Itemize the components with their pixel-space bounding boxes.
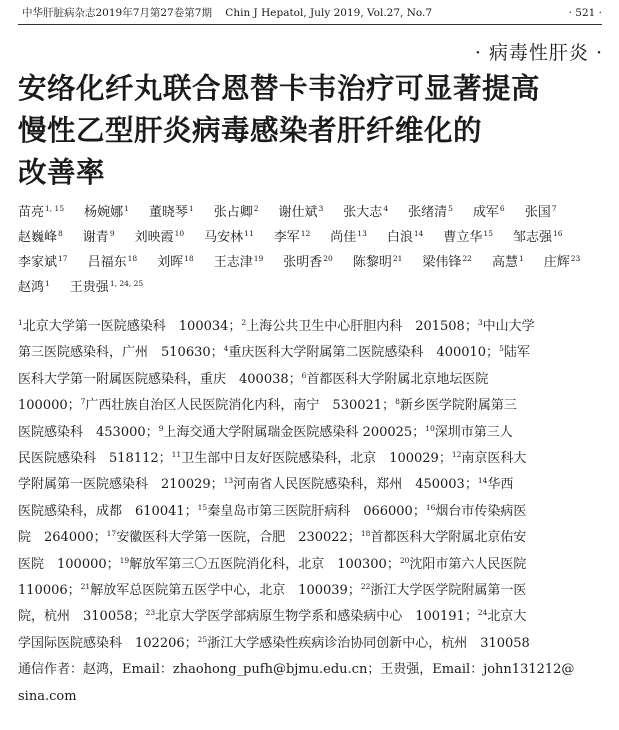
affiliation-line (18, 604, 608, 630)
author-affiliation-mark: 22 (462, 254, 472, 263)
journal-name-en: Chin J Hepatol, July 2019, Vol.27, No.7 (225, 7, 433, 19)
author-affiliation-mark: 19 (253, 254, 264, 263)
affiliation-number: 5 (499, 344, 504, 354)
affiliation-line (18, 552, 608, 578)
author-affiliation-mark: 21 (392, 254, 403, 263)
affiliation-text: 北京大学医学部病原生物学系和感染病中心 100191； (155, 609, 478, 625)
affiliation-number: 17 (106, 529, 117, 539)
affiliation-text: 100000； (18, 398, 81, 414)
affiliation-line (18, 578, 608, 604)
affiliation-text: 南京医科大 (461, 451, 527, 467)
affiliation-text: 医院感染科，成都 610041； (18, 503, 198, 519)
author-affiliation-mark: 23 (570, 254, 581, 263)
affiliation-number: 15 (197, 502, 208, 512)
journal-name-cn: 中华肝脏病杂志2019年7月第27卷第7期 (22, 7, 212, 19)
affiliation-text: 安徽医科大学第一医院，合肥 230022； (116, 530, 361, 546)
author-name: 尚佳 (330, 230, 357, 245)
author-name: 白浪 (386, 230, 413, 245)
author-affiliation-mark: 4 (383, 204, 389, 213)
author-name: 董晓琴 (148, 205, 188, 220)
author-affiliation-mark: 16 (552, 229, 563, 238)
author-affiliation-mark: 1, 24, 25 (109, 279, 144, 288)
author-affiliation-mark: 1 (188, 204, 194, 213)
author-affiliation-mark: 6 (499, 204, 505, 213)
author (157, 250, 194, 275)
affiliation-text: 学国际医院感染科 102206； (18, 635, 198, 651)
affiliation-text: 110006； (18, 583, 81, 599)
affiliation-text: 医科大学第一附属医院感染科，重庆 400038； (18, 371, 302, 387)
affiliation-line (18, 472, 608, 498)
header-rule (18, 24, 602, 25)
affiliation-number: 1 (18, 318, 23, 327)
author (387, 225, 424, 250)
author-name: 陈黎明 (352, 255, 392, 270)
author (422, 250, 472, 275)
author-name: 张大志 (343, 205, 383, 220)
affiliation-number: 19 (119, 555, 130, 565)
affiliation-text: 秦皇岛市第三医院肝病科 066000； (207, 503, 426, 519)
affiliation-text: 北京大学第一医院感染科 100034； (22, 319, 242, 334)
author-affiliation-mark: 1 (518, 254, 524, 263)
affiliation-text: 首都医科大学附属北京佑安 (370, 530, 527, 546)
affiliation-text: 医院感染科 453000； (18, 424, 159, 440)
affiliation-text: sina.com (18, 688, 77, 704)
author (443, 225, 493, 250)
affiliation-number: 18 (360, 529, 371, 539)
affiliation-text: 上海交通大学附属瑞金医院感染科 200025； (163, 424, 426, 440)
author (283, 250, 333, 275)
author-name: 高慧 (491, 255, 518, 270)
author (83, 225, 115, 250)
affiliation-text: 重庆医科大学附属第二医院感染科 400010； (228, 345, 500, 361)
author-name: 谢仕斌 (278, 205, 318, 220)
author (18, 200, 64, 225)
author-row (18, 200, 608, 225)
author-affiliation-mark: 8 (58, 229, 63, 238)
affiliation-text: 首都医科大学附属北京地坛医院 (306, 371, 489, 387)
affiliation-text: 院，杭州 310058； (18, 609, 146, 625)
author (84, 200, 129, 225)
affiliation-text: 第三医院感染科，广州 510630； (18, 345, 224, 361)
author (18, 275, 50, 300)
author-name: 苗亮 (18, 205, 45, 220)
author-affiliation-mark: 7 (551, 204, 557, 213)
author-affiliation-mark: 15 (483, 229, 493, 238)
column-label: · 病毒性肝炎 · (474, 42, 603, 64)
affiliation-text: 陆军 (503, 345, 530, 361)
affiliation-line (18, 525, 608, 551)
author (473, 200, 505, 225)
affiliation-number: 16 (425, 502, 436, 512)
affiliation-number: 3 (477, 318, 483, 327)
affiliation-text: 沈阳市第六人民医院 (409, 556, 527, 572)
affiliation-line (18, 684, 608, 710)
author-affiliation-mark: 5 (448, 204, 453, 213)
author (353, 250, 403, 275)
affiliation-line (18, 393, 608, 419)
affiliation-text: 解放军第三〇五医院消化科，北京 100300； (129, 556, 400, 572)
author-name: 张明香 (283, 255, 323, 270)
affiliation-text: 民医院感染科 518112； (18, 451, 172, 467)
affiliation-text: 广西壮族自治区人民医院消化内科，南宁 530021； (85, 398, 396, 414)
title-line: 安络化纤丸联合恩替卡韦治疗可显著提高 (18, 72, 541, 105)
affiliation-text: 烟台市传染病医 (435, 503, 527, 519)
author-name: 成军 (472, 205, 499, 220)
author-row (18, 225, 608, 250)
author-name: 刘映霞 (134, 230, 174, 245)
author-affiliation-mark: 2 (253, 204, 259, 213)
affiliation-number: 13 (223, 476, 234, 486)
author-name: 邹志强 (512, 230, 552, 245)
author (279, 200, 324, 225)
affiliation-line (18, 367, 608, 393)
author (18, 225, 63, 250)
affiliation-number: 2 (241, 318, 247, 327)
affiliation-line (18, 657, 608, 683)
author (214, 200, 259, 225)
affiliation-text: 医院 100000； (18, 556, 120, 572)
author (214, 250, 264, 275)
affiliation-text: 通信作者：赵鸿，Email：zhaohong_pufh@bjmu.edu.cn；王贵强，Email：john131212@ (18, 662, 575, 678)
affiliation-text: 深圳市第三人 (434, 424, 513, 440)
affiliation-number: 10 (425, 423, 435, 433)
affiliation-number: 4 (223, 344, 229, 354)
author-affiliation-mark: 3 (318, 204, 324, 213)
affiliation-line (18, 446, 608, 472)
author-row (18, 250, 608, 275)
author (274, 225, 311, 250)
author (492, 250, 524, 275)
author-affiliation-mark: 20 (323, 254, 333, 263)
affiliation-number: 25 (197, 634, 208, 644)
affiliations (18, 314, 608, 710)
author (135, 225, 185, 250)
author-affiliation-mark: 10 (174, 229, 185, 238)
affiliation-text: 河南省人民医院感染科，郑州 450003； (233, 477, 478, 493)
affiliation-text: 学附属第一医院感染科 210029； (18, 477, 224, 493)
affiliation-line (18, 631, 608, 657)
author-name: 赵鸿 (18, 280, 45, 295)
affiliation-text: 新乡医学院附属第三 (399, 398, 517, 414)
running-header (22, 6, 602, 20)
author-affiliation-mark: 18 (184, 254, 194, 263)
author-name: 马安林 (204, 230, 244, 245)
affiliation-number: 7 (80, 397, 86, 407)
author-affiliation-mark: 1 (124, 204, 129, 213)
affiliation-text: 卫生部中日友好医院感染科，北京 100029； (181, 451, 452, 467)
author-name: 谢青 (82, 230, 109, 245)
author-row (18, 275, 608, 300)
affiliation-text: 院 264000； (18, 530, 107, 546)
affiliation-text: 上海公共卫生中心肝胆内科 201508； (246, 319, 478, 334)
affiliation-number: 20 (399, 555, 410, 565)
author-name: 李军 (273, 230, 300, 245)
author-name: 梁伟锋 (422, 255, 462, 270)
affiliation-number: 11 (171, 450, 182, 460)
author (18, 250, 68, 275)
author-affiliation-mark: 14 (413, 229, 424, 238)
affiliation-line (18, 314, 608, 340)
title-line: 慢性乙型肝炎病毒感染者肝纤维化的 (18, 114, 483, 147)
affiliation-number: 14 (477, 476, 488, 486)
author (343, 200, 388, 225)
author-name: 王贵强 (69, 280, 109, 295)
author-name: 庄辉 (543, 255, 570, 270)
affiliation-number: 8 (395, 397, 400, 407)
affiliation-text: 中山大学 (482, 319, 535, 334)
affiliation-text: 华西 (487, 477, 514, 493)
affiliation-number: 23 (145, 608, 156, 618)
author-name: 刘晖 (157, 255, 184, 270)
affiliation-text: 解放军总医院第五医学中心，北京 100039； (90, 583, 361, 599)
author (513, 225, 563, 250)
author (70, 275, 143, 300)
affiliation-text: 浙江大学医学院附属第一医 (370, 583, 527, 599)
author-name: 杨婉娜 (84, 205, 124, 220)
author (330, 225, 367, 250)
author (408, 200, 453, 225)
author (204, 225, 254, 250)
article-title (18, 68, 608, 194)
author-name: 曹立华 (443, 230, 483, 245)
author-affiliation-mark: 13 (357, 229, 367, 238)
page-number: · 521 · (568, 7, 602, 19)
author-name: 吕福东 (87, 255, 127, 270)
affiliation-number: 12 (451, 450, 462, 460)
affiliation-number: 6 (301, 370, 307, 380)
affiliation-line (18, 420, 608, 446)
author-name: 王志津 (213, 255, 253, 270)
author (149, 200, 194, 225)
author-name: 张占卿 (213, 205, 253, 220)
author-name: 张国 (524, 205, 551, 220)
author-affiliation-mark: 11 (244, 229, 254, 238)
author-list (18, 200, 608, 300)
author-name: 张绪清 (408, 205, 448, 220)
author-affiliation-mark: 9 (109, 229, 115, 238)
affiliation-text: 北京大 (487, 609, 527, 625)
author (544, 250, 581, 275)
affiliation-line (18, 499, 608, 525)
author-affiliation-mark: 17 (58, 254, 68, 263)
author-affiliation-mark: 12 (300, 229, 311, 238)
affiliation-line (18, 340, 608, 366)
affiliation-number: 22 (360, 582, 371, 592)
affiliation-number: 24 (477, 608, 488, 618)
author (525, 200, 557, 225)
author-affiliation-mark: 1 (45, 279, 50, 288)
author-affiliation-mark: 1, 15 (45, 204, 65, 213)
affiliation-text: 浙江大学感染性疾病诊治协同创新中心，杭州 310058 (207, 635, 530, 651)
author-affiliation-mark: 18 (127, 254, 138, 263)
author (88, 250, 138, 275)
author-name: 李家斌 (18, 255, 58, 270)
title-line: 改善率 (18, 156, 106, 189)
affiliation-number: 9 (158, 423, 164, 433)
author-name: 赵巍峰 (18, 230, 58, 245)
affiliation-number: 21 (80, 582, 91, 592)
